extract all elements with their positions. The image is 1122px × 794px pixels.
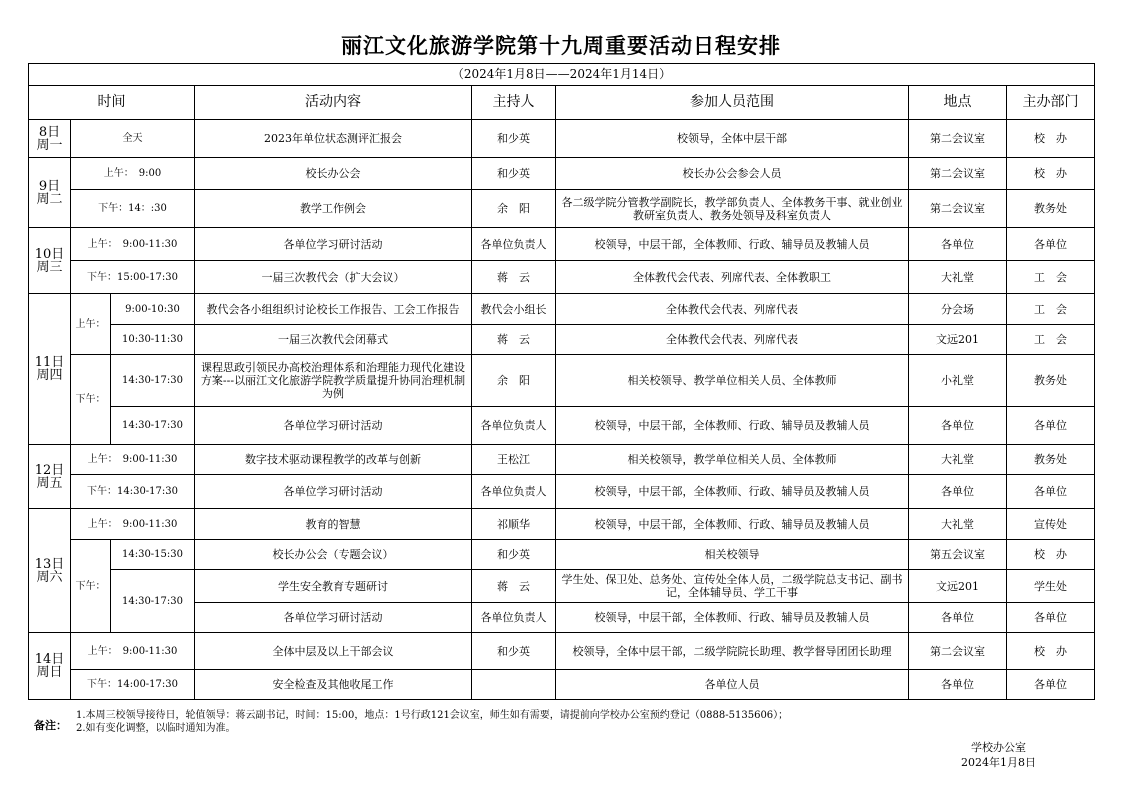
dept-cell: 工 会	[1007, 261, 1095, 294]
table-row	[29, 570, 1095, 603]
dept-cell: 教务处	[1007, 445, 1095, 475]
notes	[76, 709, 788, 735]
dept-cell: 校 办	[1007, 120, 1095, 158]
table-row	[29, 158, 1095, 190]
host-cell: 祁顺华	[472, 509, 556, 540]
time-cell: 上午： 9:00-11:30	[71, 445, 195, 475]
note-line-2: 2.如有变化调整，以临时通知为准。	[76, 723, 236, 734]
location-cell: 文远201	[909, 570, 1007, 603]
host-cell: 各单位负责人	[472, 603, 556, 633]
location-cell: 文远201	[909, 325, 1007, 355]
dept-cell: 各单位	[1007, 603, 1095, 633]
dept-cell: 各单位	[1007, 407, 1095, 445]
table-row	[29, 261, 1095, 294]
table-row	[29, 355, 1095, 407]
pm-label: 下午：	[71, 355, 111, 445]
dept-cell: 教务处	[1007, 355, 1095, 407]
table-row	[29, 670, 1095, 700]
time-cell: 全天	[71, 120, 195, 158]
location-cell: 大礼堂	[909, 261, 1007, 294]
time-cell: 14:30-17:30	[111, 407, 195, 445]
location-cell: 各单位	[909, 603, 1007, 633]
pm-label: 下午：	[71, 540, 111, 633]
table-row	[29, 445, 1095, 475]
signature-date: 2024年1月8日	[961, 756, 1036, 769]
participants-cell: 全体教代会代表、列席代表	[556, 294, 909, 325]
dept-cell: 各单位	[1007, 228, 1095, 261]
dept-cell: 工 会	[1007, 294, 1095, 325]
table-row	[29, 120, 1095, 158]
host-cell: 和少英	[472, 158, 556, 190]
time-cell: 下午：14：:30	[71, 190, 195, 228]
location-cell: 小礼堂	[909, 355, 1007, 407]
signature-office: 学校办公室	[971, 741, 1026, 754]
date-cell: 13日 周六	[29, 509, 71, 633]
date-range: （2024年1月8日——2024年1月14日）	[29, 64, 1095, 86]
time-cell: 上午： 9:00-11:30	[71, 228, 195, 261]
host-cell: 各单位负责人	[472, 228, 556, 261]
header-time: 时间	[29, 86, 195, 120]
host-cell: 各单位负责人	[472, 475, 556, 509]
table-row	[29, 509, 1095, 540]
host-cell: 余 阳	[472, 355, 556, 407]
notes-label: 备注：	[34, 719, 67, 732]
time-cell: 下午：14:30-17:30	[71, 475, 195, 509]
participants-cell: 校领导，全体中层干部	[556, 120, 909, 158]
participants-cell: 相关校领导	[556, 540, 909, 570]
table-row	[29, 633, 1095, 670]
location-cell: 各单位	[909, 407, 1007, 445]
participants-cell: 相关校领导，教学单位相关人员、全体教师	[556, 445, 909, 475]
table-row	[29, 228, 1095, 261]
date-cell: 12日 周五	[29, 445, 71, 509]
schedule-table	[28, 63, 1095, 700]
time-cell: 14:30-17:30	[111, 355, 195, 407]
header-host: 主持人	[472, 86, 556, 120]
header-participants: 参加人员范围	[556, 86, 909, 120]
time-cell: 下午：14:00-17:30	[71, 670, 195, 700]
host-cell: 教代会小组长	[472, 294, 556, 325]
location-cell: 第二会议室	[909, 158, 1007, 190]
host-cell	[472, 670, 556, 700]
host-cell: 蒋 云	[472, 570, 556, 603]
dept-cell: 教务处	[1007, 190, 1095, 228]
participants-cell: 相关校领导、教学单位相关人员、全体教师	[556, 355, 909, 407]
content-cell: 教学工作例会	[195, 190, 472, 228]
participants-cell: 校长办公会参会人员	[556, 158, 909, 190]
content-cell: 各单位学习研讨活动	[195, 407, 472, 445]
host-cell: 蒋 云	[472, 261, 556, 294]
participants-cell: 校领导，中层干部，全体教师、行政、辅导员及教辅人员	[556, 475, 909, 509]
date-cell: 10日 周三	[29, 228, 71, 294]
content-cell: 各单位学习研讨活动	[195, 475, 472, 509]
location-cell: 第二会议室	[909, 190, 1007, 228]
content-cell: 数字技术驱动课程教学的改革与创新	[195, 445, 472, 475]
location-cell: 分会场	[909, 294, 1007, 325]
dept-cell: 各单位	[1007, 475, 1095, 509]
time-cell: 10:30-11:30	[111, 325, 195, 355]
time-cell: 9:00-10:30	[111, 294, 195, 325]
host-cell: 各单位负责人	[472, 407, 556, 445]
dept-cell: 校 办	[1007, 158, 1095, 190]
dept-cell: 各单位	[1007, 670, 1095, 700]
host-cell: 和少英	[472, 120, 556, 158]
dept-cell: 校 办	[1007, 540, 1095, 570]
content-cell: 各单位学习研讨活动	[195, 603, 472, 633]
page-title: 丽江文化旅游学院第十九周重要活动日程安排	[341, 33, 781, 58]
dept-cell: 宣传处	[1007, 509, 1095, 540]
content-cell: 教育的智慧	[195, 509, 472, 540]
header-dept: 主办部门	[1007, 86, 1095, 120]
date-cell: 8日 周一	[29, 120, 71, 158]
content-cell: 校长办公会	[195, 158, 472, 190]
host-cell: 蒋 云	[472, 325, 556, 355]
participants-cell: 校领导，全体中层干部，二级学院院长助理、教学督导团团长助理	[556, 633, 909, 670]
content-cell: 一届三次教代会闭幕式	[195, 325, 472, 355]
location-cell: 第二会议室	[909, 633, 1007, 670]
location-cell: 各单位	[909, 670, 1007, 700]
table-row	[29, 190, 1095, 228]
time-cell: 14:30-15:30	[111, 540, 195, 570]
content-cell: 学生安全教育专题研讨	[195, 570, 472, 603]
time-cell: 下午：15:00-17:30	[71, 261, 195, 294]
location-cell: 大礼堂	[909, 509, 1007, 540]
location-cell: 各单位	[909, 228, 1007, 261]
content-cell: 安全检查及其他收尾工作	[195, 670, 472, 700]
participants-cell: 学生处、保卫处、总务处、宣传处全体人员，二级学院总支书记、副书记，全体辅导员、学工干事	[556, 570, 909, 603]
date-cell: 14日 周日	[29, 633, 71, 700]
content-cell: 2023年单位状态测评汇报会	[195, 120, 472, 158]
location-cell: 大礼堂	[909, 445, 1007, 475]
participants-cell: 各二级学院分管教学副院长，教学部负责人、全体教务干事、就业创业教研室负责人、教务处领导及科室负责人	[556, 190, 909, 228]
note-line-1: 1.本周三校领导接待日，轮值领导：蒋云副书记，时间：15:00，地点：1号行政121会议室，师生如有需要，请提前向学校办公室预约登记（0888-5135606）；	[76, 710, 789, 721]
table-row	[29, 475, 1095, 509]
participants-cell: 全体教代会代表、列席代表、全体教职工	[556, 261, 909, 294]
participants-cell: 校领导，中层干部，全体教师、行政、辅导员及教辅人员	[556, 407, 909, 445]
am-label: 上午：	[71, 294, 111, 355]
signature-block	[961, 740, 1036, 770]
host-cell: 和少英	[472, 540, 556, 570]
content-cell: 一届三次教代会（扩大会议）	[195, 261, 472, 294]
dept-cell: 工 会	[1007, 325, 1095, 355]
content-cell: 校长办公会（专题会议）	[195, 540, 472, 570]
location-cell: 各单位	[909, 475, 1007, 509]
participants-cell: 校领导，中层干部，全体教师、行政、辅导员及教辅人员	[556, 228, 909, 261]
content-cell: 教代会各小组组织讨论校长工作报告、工会工作报告	[195, 294, 472, 325]
dept-cell: 校 办	[1007, 633, 1095, 670]
table-row	[29, 540, 1095, 570]
time-cell: 上午： 9:00-11:30	[71, 633, 195, 670]
participants-cell: 全体教代会代表、列席代表	[556, 325, 909, 355]
content-cell: 各单位学习研讨活动	[195, 228, 472, 261]
header-content: 活动内容	[195, 86, 472, 120]
participants-cell: 各单位人员	[556, 670, 909, 700]
location-cell: 第五会议室	[909, 540, 1007, 570]
dept-cell: 学生处	[1007, 570, 1095, 603]
table-row	[29, 325, 1095, 355]
table-row	[29, 294, 1095, 325]
host-cell: 余 阳	[472, 190, 556, 228]
participants-cell: 校领导，中层干部，全体教师、行政、辅导员及教辅人员	[556, 509, 909, 540]
location-cell: 第二会议室	[909, 120, 1007, 158]
date-cell: 11日 周四	[29, 294, 71, 445]
table-row	[29, 407, 1095, 445]
host-cell: 王松江	[472, 445, 556, 475]
host-cell: 和少英	[472, 633, 556, 670]
time-cell: 14:30-17:30	[111, 570, 195, 633]
time-cell: 上午： 9:00-11:30	[71, 509, 195, 540]
time-cell: 上午： 9:00	[71, 158, 195, 190]
content-cell: 课程思政引领民办高校治理体系和治理能力现代化建设方案---以丽江文化旅游学院教学质量提升协同治理机制为例	[195, 355, 472, 407]
participants-cell: 校领导，中层干部，全体教师、行政、辅导员及教辅人员	[556, 603, 909, 633]
date-cell: 9日 周二	[29, 158, 71, 228]
content-cell: 全体中层及以上干部会议	[195, 633, 472, 670]
header-location: 地点	[909, 86, 1007, 120]
